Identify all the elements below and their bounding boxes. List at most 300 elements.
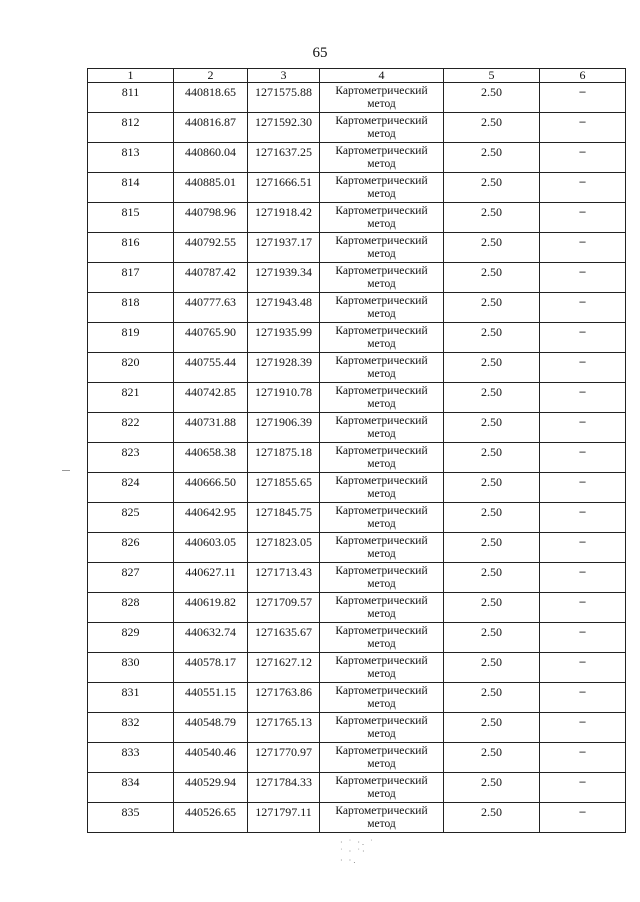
- table-row: [88, 443, 626, 473]
- method-cell: [320, 713, 444, 743]
- table-row: [88, 113, 626, 143]
- point-number-cell: [88, 263, 174, 293]
- coordinate-y-cell: [248, 653, 320, 683]
- table-row: [88, 293, 626, 323]
- coordinate-y: 1271906.39: [255, 415, 312, 429]
- method: [320, 595, 443, 621]
- coordinate-y-cell: [248, 713, 320, 743]
- note-dash: –: [579, 114, 586, 128]
- method-line-1: Картометрический: [335, 655, 428, 667]
- method-line-2: метод: [367, 398, 396, 410]
- point-number: 822: [121, 415, 140, 429]
- coordinate-y-cell: [248, 773, 320, 803]
- note-dash-cell: [540, 233, 626, 263]
- method-cell: [320, 413, 444, 443]
- coordinate-x-cell: [174, 713, 248, 743]
- method-line-2: метод: [367, 308, 396, 320]
- method-cell: [320, 773, 444, 803]
- accuracy-value-cell: [444, 353, 540, 383]
- table-row: [88, 263, 626, 293]
- table-row: [88, 203, 626, 233]
- point-number-cell: [88, 563, 174, 593]
- method-line-2: метод: [367, 788, 396, 800]
- method-cell: [320, 683, 444, 713]
- table-row: [88, 653, 626, 683]
- point-number-cell: [88, 683, 174, 713]
- coordinate-y: 1271627.12: [255, 655, 312, 669]
- table-row: [88, 323, 626, 353]
- method-line-1: Картометрический: [335, 265, 428, 277]
- table-row: [88, 503, 626, 533]
- table-row: [88, 383, 626, 413]
- accuracy-value: 2.50: [481, 535, 502, 549]
- note-dash-cell: [540, 803, 626, 833]
- point-number: 819: [121, 325, 140, 339]
- accuracy-value: 2.50: [481, 235, 502, 249]
- point-number: 828: [121, 595, 140, 609]
- scan-specks: · ˙ ·. ˙ ˙ · ˙· · ·.: [340, 838, 375, 865]
- point-number-cell: [88, 113, 174, 143]
- note-dash-cell: [540, 353, 626, 383]
- method-line-1: Картометрический: [335, 625, 428, 637]
- method-cell: [320, 143, 444, 173]
- accuracy-value: 2.50: [481, 715, 502, 729]
- method-line-2: метод: [367, 218, 396, 230]
- accuracy-value-cell: [444, 773, 540, 803]
- coordinate-y: 1271770.97: [255, 745, 312, 759]
- coordinate-x: 440765.90: [185, 325, 236, 339]
- accuracy-value: 2.50: [481, 325, 502, 339]
- column-header-6: 6: [540, 69, 626, 83]
- accuracy-value-cell: [444, 413, 540, 443]
- note-dash-cell: [540, 383, 626, 413]
- method: [320, 415, 443, 441]
- coordinate-x: 440526.65: [185, 805, 236, 819]
- method-line-1: Картометрический: [335, 175, 428, 187]
- column-header-4: 4: [320, 69, 444, 83]
- table-row: [88, 233, 626, 263]
- coordinate-y-cell: [248, 383, 320, 413]
- coordinate-y-cell: [248, 233, 320, 263]
- method-line-1: Картометрический: [335, 745, 428, 757]
- coordinate-x: 440658.38: [185, 445, 236, 459]
- point-number: 824: [121, 475, 140, 489]
- coordinate-y-cell: [248, 143, 320, 173]
- note-dash-cell: [540, 83, 626, 113]
- coordinate-y-cell: [248, 743, 320, 773]
- point-number-cell: [88, 443, 174, 473]
- method-line-1: Картометрический: [335, 415, 428, 427]
- coordinate-x-cell: [174, 683, 248, 713]
- method-cell: [320, 203, 444, 233]
- method-line-1: Картометрический: [335, 85, 428, 97]
- coordinate-y-cell: [248, 443, 320, 473]
- note-dash: –: [579, 384, 586, 398]
- method-cell: [320, 443, 444, 473]
- coordinate-y: 1271875.18: [255, 445, 312, 459]
- note-dash-cell: [540, 143, 626, 173]
- method-line-1: Картометрический: [335, 535, 428, 547]
- accuracy-value-cell: [444, 713, 540, 743]
- accuracy-value: 2.50: [481, 205, 502, 219]
- method-cell: [320, 653, 444, 683]
- accuracy-value: 2.50: [481, 565, 502, 579]
- coordinate-y-cell: [248, 323, 320, 353]
- table-row: [88, 353, 626, 383]
- method: [320, 775, 443, 801]
- method: [320, 205, 443, 231]
- note-dash-cell: [540, 203, 626, 233]
- point-number: 820: [121, 355, 140, 369]
- method-line-2: метод: [367, 758, 396, 770]
- method: [320, 85, 443, 111]
- accuracy-value-cell: [444, 143, 540, 173]
- method-cell: [320, 83, 444, 113]
- method-line-2: метод: [367, 518, 396, 530]
- method: [320, 115, 443, 141]
- coordinate-y-cell: [248, 293, 320, 323]
- note-dash: –: [579, 144, 586, 158]
- accuracy-value-cell: [444, 443, 540, 473]
- coordinate-x-cell: [174, 203, 248, 233]
- method-line-2: метод: [367, 338, 396, 350]
- method: [320, 655, 443, 681]
- method-cell: [320, 533, 444, 563]
- point-number-cell: [88, 713, 174, 743]
- point-number: 829: [121, 625, 140, 639]
- point-number: 815: [121, 205, 140, 219]
- coordinate-y: 1271918.42: [255, 205, 312, 219]
- coordinate-x-cell: [174, 383, 248, 413]
- point-number-cell: [88, 173, 174, 203]
- coordinate-x-cell: [174, 653, 248, 683]
- accuracy-value: 2.50: [481, 745, 502, 759]
- coordinate-y: 1271928.39: [255, 355, 312, 369]
- coordinate-y-cell: [248, 803, 320, 833]
- margin-mark: [62, 470, 70, 471]
- method-line-2: метод: [367, 98, 396, 110]
- method-line-2: метод: [367, 578, 396, 590]
- note-dash: –: [579, 804, 586, 818]
- method-cell: [320, 563, 444, 593]
- note-dash: –: [579, 504, 586, 518]
- coordinate-x-cell: [174, 143, 248, 173]
- note-dash: –: [579, 474, 586, 488]
- coordinate-y: 1271637.25: [255, 145, 312, 159]
- method-line-2: метод: [367, 548, 396, 560]
- coordinate-x: 440666.50: [185, 475, 236, 489]
- coordinate-y-cell: [248, 113, 320, 143]
- note-dash-cell: [540, 683, 626, 713]
- note-dash: –: [579, 594, 586, 608]
- method-cell: [320, 503, 444, 533]
- method-cell: [320, 593, 444, 623]
- coordinate-y-cell: [248, 413, 320, 443]
- accuracy-value-cell: [444, 653, 540, 683]
- point-number: 821: [121, 385, 140, 399]
- coordinate-y: 1271713.43: [255, 565, 312, 579]
- point-number-cell: [88, 203, 174, 233]
- table-row: [88, 413, 626, 443]
- coordinate-x: 440885.01: [185, 175, 236, 189]
- method-cell: [320, 623, 444, 653]
- coordinate-y-cell: [248, 563, 320, 593]
- note-dash-cell: [540, 443, 626, 473]
- table-row: [88, 623, 626, 653]
- coordinate-x-cell: [174, 743, 248, 773]
- note-dash-cell: [540, 503, 626, 533]
- table-row: [88, 143, 626, 173]
- point-number-cell: [88, 593, 174, 623]
- note-dash: –: [579, 204, 586, 218]
- note-dash-cell: [540, 713, 626, 743]
- method-cell: [320, 803, 444, 833]
- coordinate-x-cell: [174, 503, 248, 533]
- point-number-cell: [88, 503, 174, 533]
- accuracy-value-cell: [444, 563, 540, 593]
- point-number-cell: [88, 803, 174, 833]
- coordinate-x-cell: [174, 473, 248, 503]
- note-dash-cell: [540, 743, 626, 773]
- point-number: 818: [121, 295, 140, 309]
- coordinate-x: 440787.42: [185, 265, 236, 279]
- note-dash: –: [579, 264, 586, 278]
- accuracy-value: 2.50: [481, 415, 502, 429]
- note-dash: –: [579, 84, 586, 98]
- coordinate-y-cell: [248, 533, 320, 563]
- coordinate-x: 440578.17: [185, 655, 236, 669]
- note-dash: –: [579, 774, 586, 788]
- page-number: 65: [312, 45, 328, 61]
- method: [320, 325, 443, 351]
- coordinate-y: 1271797.11: [255, 805, 312, 819]
- note-dash: –: [579, 714, 586, 728]
- method: [320, 745, 443, 771]
- note-dash: –: [579, 414, 586, 428]
- point-number: 811: [121, 85, 140, 99]
- coordinate-y: 1271943.48: [255, 295, 312, 309]
- note-dash-cell: [540, 593, 626, 623]
- method: [320, 385, 443, 411]
- coordinate-y-cell: [248, 593, 320, 623]
- accuracy-value: 2.50: [481, 385, 502, 399]
- coordinate-y-cell: [248, 503, 320, 533]
- accuracy-value: 2.50: [481, 175, 502, 189]
- coordinate-y: 1271823.05: [255, 535, 312, 549]
- coordinate-x: 440619.82: [185, 595, 236, 609]
- coordinate-y-cell: [248, 203, 320, 233]
- accuracy-value-cell: [444, 593, 540, 623]
- point-number: 835: [121, 805, 140, 819]
- accuracy-value: 2.50: [481, 805, 502, 819]
- accuracy-value: 2.50: [481, 625, 502, 639]
- method-line-2: метод: [367, 428, 396, 440]
- note-dash-cell: [540, 653, 626, 683]
- point-number-cell: [88, 773, 174, 803]
- coordinate-x: 440816.87: [185, 115, 236, 129]
- note-dash: –: [579, 654, 586, 668]
- method-line-1: Картометрический: [335, 595, 428, 607]
- method-cell: [320, 263, 444, 293]
- note-dash: –: [579, 564, 586, 578]
- coordinate-y-cell: [248, 623, 320, 653]
- point-number: 832: [121, 715, 140, 729]
- table-header: [88, 69, 626, 83]
- point-number-cell: [88, 383, 174, 413]
- coordinate-y: 1271666.51: [255, 175, 312, 189]
- method: [320, 235, 443, 261]
- method: [320, 685, 443, 711]
- column-header-1: 1: [88, 69, 174, 83]
- accuracy-value-cell: [444, 293, 540, 323]
- method-line-1: Картометрический: [335, 805, 428, 817]
- coordinate-x: 440627.11: [185, 565, 236, 579]
- coordinate-x-cell: [174, 443, 248, 473]
- table-row: [88, 533, 626, 563]
- coordinate-x: 440529.94: [185, 775, 236, 789]
- coordinate-y: 1271763.86: [255, 685, 312, 699]
- method-line-2: метод: [367, 128, 396, 140]
- coordinate-y: 1271939.34: [255, 265, 312, 279]
- point-number: 817: [121, 265, 140, 279]
- point-number-cell: [88, 473, 174, 503]
- point-number: 816: [121, 235, 140, 249]
- point-number: 830: [121, 655, 140, 669]
- method: [320, 565, 443, 591]
- note-dash-cell: [540, 263, 626, 293]
- note-dash-cell: [540, 563, 626, 593]
- method-cell: [320, 323, 444, 353]
- column-header-3: 3: [248, 69, 320, 83]
- point-number-cell: [88, 413, 174, 443]
- accuracy-value-cell: [444, 623, 540, 653]
- method: [320, 475, 443, 501]
- coordinate-y: 1271575.88: [255, 85, 312, 99]
- method-line-2: метод: [367, 458, 396, 470]
- point-number: 831: [121, 685, 140, 699]
- table-row: [88, 593, 626, 623]
- method: [320, 145, 443, 171]
- note-dash-cell: [540, 473, 626, 503]
- point-number: 826: [121, 535, 140, 549]
- coordinates-table: [87, 68, 626, 833]
- accuracy-value-cell: [444, 113, 540, 143]
- method-line-1: Картометрический: [335, 775, 428, 787]
- point-number: 814: [121, 175, 140, 189]
- method-cell: [320, 173, 444, 203]
- accuracy-value: 2.50: [481, 685, 502, 699]
- method-line-2: метод: [367, 368, 396, 380]
- accuracy-value: 2.50: [481, 265, 502, 279]
- accuracy-value: 2.50: [481, 655, 502, 669]
- accuracy-value: 2.50: [481, 775, 502, 789]
- accuracy-value-cell: [444, 203, 540, 233]
- method-cell: [320, 743, 444, 773]
- method-line-1: Картометрический: [335, 115, 428, 127]
- method-line-1: Картометрический: [335, 385, 428, 397]
- method-line-2: метод: [367, 158, 396, 170]
- method-line-1: Картометрический: [335, 565, 428, 577]
- method-cell: [320, 353, 444, 383]
- method-line-1: Картометрический: [335, 325, 428, 337]
- coordinate-y-cell: [248, 83, 320, 113]
- coordinate-y: 1271765.13: [255, 715, 312, 729]
- coordinate-y: 1271592.30: [255, 115, 312, 129]
- method-line-1: Картометрический: [335, 445, 428, 457]
- method-line-2: метод: [367, 668, 396, 680]
- table-row: [88, 173, 626, 203]
- accuracy-value-cell: [444, 263, 540, 293]
- column-header-5: 5: [444, 69, 540, 83]
- coordinate-y-cell: [248, 173, 320, 203]
- coordinate-y: 1271784.33: [255, 775, 312, 789]
- method: [320, 535, 443, 561]
- accuracy-value: 2.50: [481, 145, 502, 159]
- method-line-2: метод: [367, 188, 396, 200]
- method: [320, 295, 443, 321]
- accuracy-value-cell: [444, 533, 540, 563]
- method: [320, 625, 443, 651]
- coordinate-x: 440632.74: [185, 625, 236, 639]
- note-dash: –: [579, 624, 586, 638]
- table-row: [88, 803, 626, 833]
- coordinate-x: 440731.88: [185, 415, 236, 429]
- column-header-2: 2: [174, 69, 248, 83]
- coordinate-y: 1271635.67: [255, 625, 312, 639]
- accuracy-value-cell: [444, 233, 540, 263]
- point-number: 827: [121, 565, 140, 579]
- coordinate-x: 440777.63: [185, 295, 236, 309]
- method-line-2: метод: [367, 488, 396, 500]
- method-line-1: Картометрический: [335, 145, 428, 157]
- method-line-1: Картометрический: [335, 685, 428, 697]
- point-number: 825: [121, 505, 140, 519]
- note-dash: –: [579, 294, 586, 308]
- coordinate-y-cell: [248, 683, 320, 713]
- note-dash: –: [579, 354, 586, 368]
- coordinate-x-cell: [174, 323, 248, 353]
- method-line-2: метод: [367, 608, 396, 620]
- coordinate-x: 440742.85: [185, 385, 236, 399]
- coordinate-x-cell: [174, 593, 248, 623]
- point-number: 813: [121, 145, 140, 159]
- accuracy-value: 2.50: [481, 115, 502, 129]
- note-dash: –: [579, 534, 586, 548]
- coordinate-y-cell: [248, 473, 320, 503]
- method: [320, 265, 443, 291]
- method-line-2: метод: [367, 248, 396, 260]
- coordinate-x-cell: [174, 233, 248, 263]
- coordinate-x-cell: [174, 113, 248, 143]
- note-dash-cell: [540, 623, 626, 653]
- method: [320, 715, 443, 741]
- method-line-2: метод: [367, 278, 396, 290]
- coordinate-x-cell: [174, 353, 248, 383]
- coordinate-x: 440755.44: [185, 355, 236, 369]
- method-line-1: Картометрический: [335, 205, 428, 217]
- accuracy-value-cell: [444, 323, 540, 353]
- accuracy-value: 2.50: [481, 85, 502, 99]
- method: [320, 355, 443, 381]
- accuracy-value-cell: [444, 503, 540, 533]
- coordinate-x: 440818.65: [185, 85, 236, 99]
- table-row: [88, 683, 626, 713]
- table-row: [88, 473, 626, 503]
- method-cell: [320, 293, 444, 323]
- point-number-cell: [88, 533, 174, 563]
- note-dash-cell: [540, 173, 626, 203]
- method-line-1: Картометрический: [335, 475, 428, 487]
